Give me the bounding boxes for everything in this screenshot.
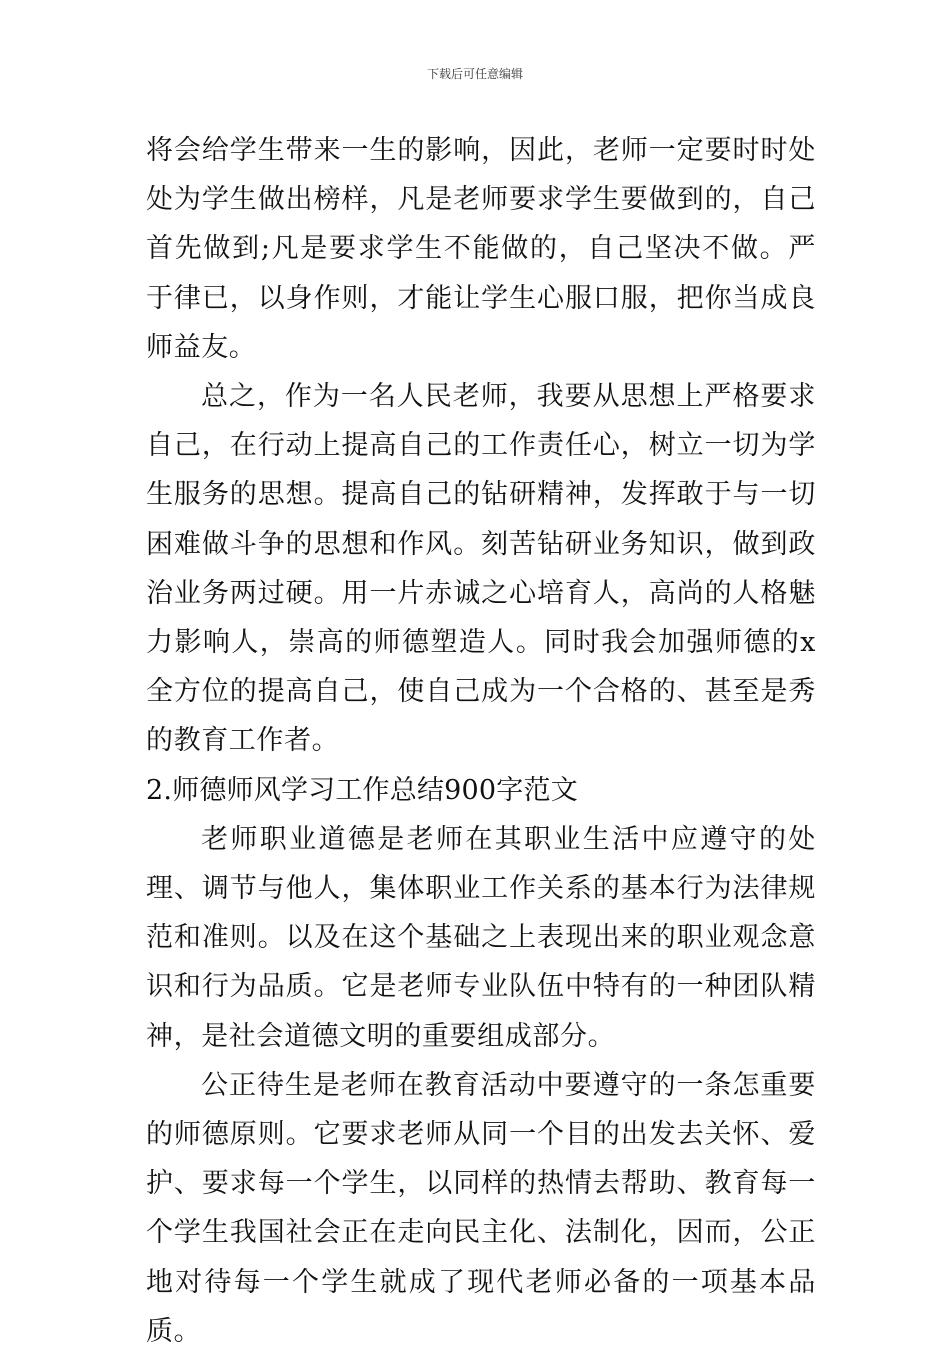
paragraph-fair-treatment: 公正待生是老师在教育活动中要遵守的一条怎重要的师德原则。它要求老师从同一个目的出发去关怀、爱护、要求每一个学生，以同样的热情去帮助、教育每一个学生我国社会正在走向民主化、法制化，因而，公正地对待每一个学生就成了现代老师必备的一项基本品质。 bbox=[146, 1069, 816, 1347]
section-heading: 2.师德师风学习工作总结900字范文 bbox=[146, 774, 578, 806]
paragraph-continuation: 将会给学生带来一生的影响，因此，老师一定要时时处处为学生做出榜样，凡是老师要求学生要做到的，自己首先做到;凡是要求学生不能做的，自己坚决不做。严于律已，以身作则，才能让学生心服口服，把你当成良师益友。 bbox=[146, 135, 816, 363]
paragraph-professional-ethics: 老师职业道德是老师在其职业生活中应遵守的处理、调节与他人，集体职业工作关系的基本行为法律规范和准则。以及在这个基础之上表现出来的职业观念意识和行为品质。它是老师专业队伍中特有的一种团队精神，是社会道德文明的重要组成部分。 bbox=[146, 823, 816, 1052]
document-body bbox=[146, 126, 816, 1356]
paragraph-conclusion: 总之，作为一名人民老师，我要从思想上严格要求自己，在行动上提高自己的工作责任心，树立一切为学生服务的思想。提高自己的钻研精神，发挥敢于与一切困难做斗争的思想和作风。刻苦钻研业务知识，做到政治业务两过硬。用一片赤诚之心培育人，高尚的人格魅力影响人，崇高的师德塑造人。同时我会加强师德的x全方位的提高自己，使自己成为一个合格的、甚至是秀的教育工作者。 bbox=[146, 381, 816, 757]
page-header-note: 下载后可任意编辑 bbox=[426, 67, 523, 81]
